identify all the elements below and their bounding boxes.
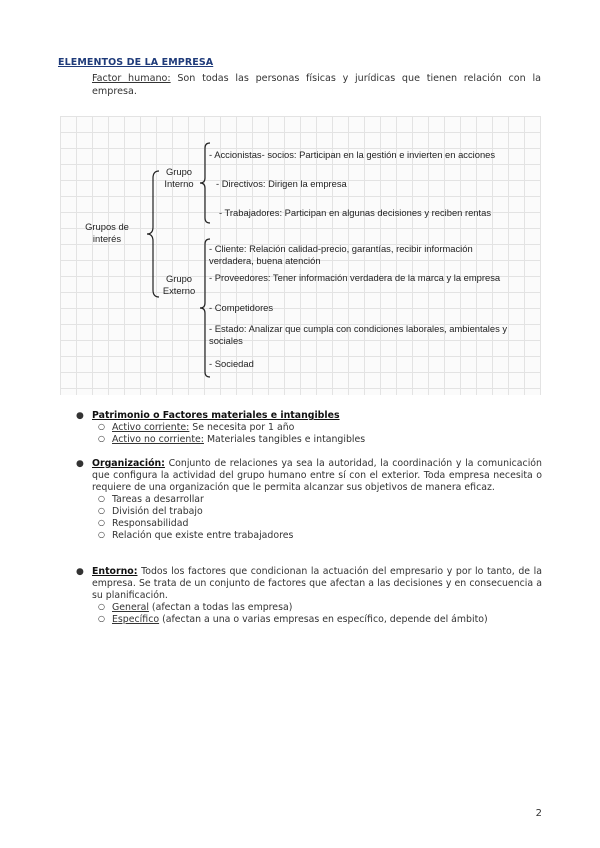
section-patrimonio bbox=[76, 410, 542, 446]
list-item: ○ Relación que existe entre trabajadores bbox=[98, 530, 542, 542]
section-title: Organización: bbox=[92, 458, 165, 469]
stakeholder-diagram bbox=[60, 116, 541, 395]
intro-paragraph bbox=[92, 72, 541, 98]
list-item: ○ Tareas a desarrollar bbox=[98, 494, 542, 506]
diagram-item-proveedores: - Proveedores: Tener información verdadera de la marca y la empresa bbox=[209, 272, 501, 283]
section-title: Patrimonio o Factores materiales e intangibles bbox=[92, 410, 340, 421]
intro-term: Factor humano: bbox=[92, 73, 171, 84]
diagram-item-accionistas: - Accionistas- socios: Participan en la gestión e invierten en acciones bbox=[209, 149, 496, 160]
intro-text: Son todas las personas físicas y jurídicas que tienen relación con la empresa. bbox=[92, 73, 541, 97]
list-item: ○ General (afectan a todas las empresa) bbox=[98, 602, 542, 614]
section-organizacion bbox=[76, 458, 542, 542]
diagram-item-sociedad: - Sociedad bbox=[209, 358, 254, 369]
group-external-label: Grupo Externo bbox=[162, 273, 196, 296]
section-text: Conjunto de relaciones ya sea la autoridad, la coordinación y la comunicación que configura la actividad del grupo humano entre sí con el exterior. Toda empresa necesita o requiere de una organización que le permita alcanzar sus objetivos de manera eficaz. bbox=[92, 458, 542, 493]
diagram-root-label: Grupos de interés bbox=[85, 221, 129, 244]
list-item: ○ División del trabajo bbox=[98, 506, 542, 518]
bullet-icon: ● bbox=[76, 567, 84, 577]
diagram-item-directivos: - Directivos: Dirigen la empresa bbox=[216, 178, 347, 189]
list-item: ○ Específico (afectan a una o varias empresas en específico, depende del ámbito) bbox=[98, 614, 542, 626]
section-title: Entorno: bbox=[92, 566, 138, 577]
sublist bbox=[76, 602, 542, 626]
list-item: ○ Responsabilidad bbox=[98, 518, 542, 530]
sublist bbox=[76, 422, 542, 446]
bullet-icon: ● bbox=[76, 459, 84, 469]
page-number: 2 bbox=[535, 808, 542, 819]
diagram-item-trabajadores: - Trabajadores: Participan en algunas decisiones y reciben rentas bbox=[219, 207, 492, 218]
list-item: ○ Activo no corriente: Materiales tangibles e intangibles bbox=[98, 434, 542, 446]
section-text: Todos los factores que condicionan la actuación del empresario y por lo tanto, de la empresa. Se trata de un conjunto de factores que afectan a las decisiones y en consecuencia a su planificación. bbox=[92, 566, 542, 601]
diagram-item-estado: - Estado: Analizar que cumpla con condiciones laborales, ambientales y sociales bbox=[209, 323, 508, 346]
diagram-item-competidores: - Competidores bbox=[209, 302, 274, 313]
bullet-icon: ● bbox=[76, 411, 84, 421]
list-item: ○ Activo corriente: Se necesita por 1 año bbox=[98, 422, 542, 434]
diagram-item-cliente: - Cliente: Relación calidad-precio, garantías, recibir información verdadera, buena atención bbox=[209, 243, 473, 266]
group-internal-label: Grupo Interno bbox=[164, 166, 194, 189]
section-heading: ELEMENTOS DE LA EMPRESA bbox=[58, 57, 214, 68]
sublist bbox=[76, 494, 542, 542]
section-entorno bbox=[76, 566, 542, 626]
